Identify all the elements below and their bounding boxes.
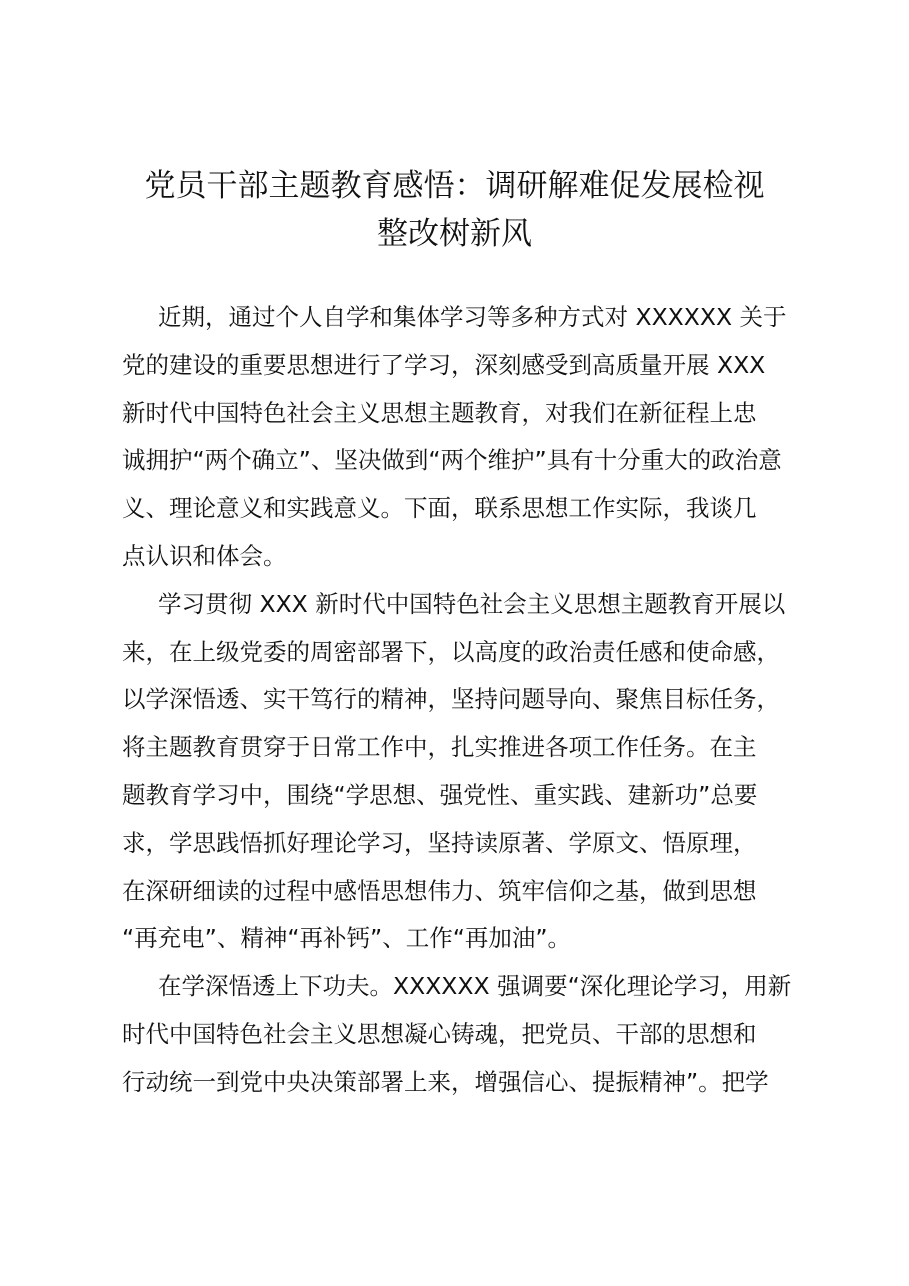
paragraph-3-line-3: 行动统一到党中央决策部署上来，增强信心、提振精神”。把学 xyxy=(122,1067,769,1096)
paragraph-2-line-8: “再充电”、精神“再补钙”、工作“再加油”。 xyxy=(122,924,572,953)
paragraph-2-line-4: 将主题教育贯穿于日常工作中，扎实推进各项工作任务。在主 xyxy=(122,733,757,762)
title-line-1: 党员干部主题教育感悟：调研解难促发展检视 xyxy=(144,168,765,204)
paragraph-2-line-3: 以学深悟透、实干笃行的精神，坚持问题导向、聚焦目标任务， xyxy=(122,685,780,714)
paragraph-1-line-5: 义、理论意义和实践意义。下面，联系思想工作实际，我谈几 xyxy=(122,494,757,523)
paragraph-1-line-1: 近期，通过个人自学和集体学习等多种方式对 XXXXXX 关于 xyxy=(158,303,787,331)
paragraph-3-line-2: 时代中国特色社会主义思想凝心铸魂，把党员、干部的思想和 xyxy=(122,1019,757,1048)
title-line-2: 整改树新风 xyxy=(377,216,532,252)
paragraph-2-line-2: 来，在上级党委的周密部署下，以高度的政治责任感和使命感， xyxy=(122,637,780,666)
paragraph-1-line-3: 新时代中国特色社会主义思想主题教育，对我们在新征程上忠 xyxy=(122,398,757,427)
paragraph-2-line-5: 题教育学习中，围绕“学思想、强党性、重实践、建新功”总要 xyxy=(122,780,758,809)
paragraph-2-line-1: 学习贯彻 XXX 新时代中国特色社会主义思想主题教育开展以 xyxy=(158,589,786,618)
paragraph-1-line-4: 诚拥护“两个确立”、坚决做到“两个维护”具有十分重大的政治意 xyxy=(122,446,782,475)
document-body xyxy=(122,294,802,1107)
paragraph-1-line-6: 点认识和体会。 xyxy=(122,541,287,570)
paragraph-3-line-1: 在学深悟透上下功夫。XXXXXX 强调要“深化理论学习，用新 xyxy=(158,972,792,1001)
paragraph-1-line-2: 党的建设的重要思想进行了学习，深刻感受到高质量开展 XXX xyxy=(122,350,766,379)
paragraph-2-line-7: 在深研细读的过程中感悟思想伟力、筑牢信仰之基，做到思想 xyxy=(122,876,757,905)
document-title xyxy=(110,162,799,258)
paragraph-2-line-6: 求，学思践悟抓好理论学习，坚持读原著、学原文、悟原理， xyxy=(122,828,757,857)
